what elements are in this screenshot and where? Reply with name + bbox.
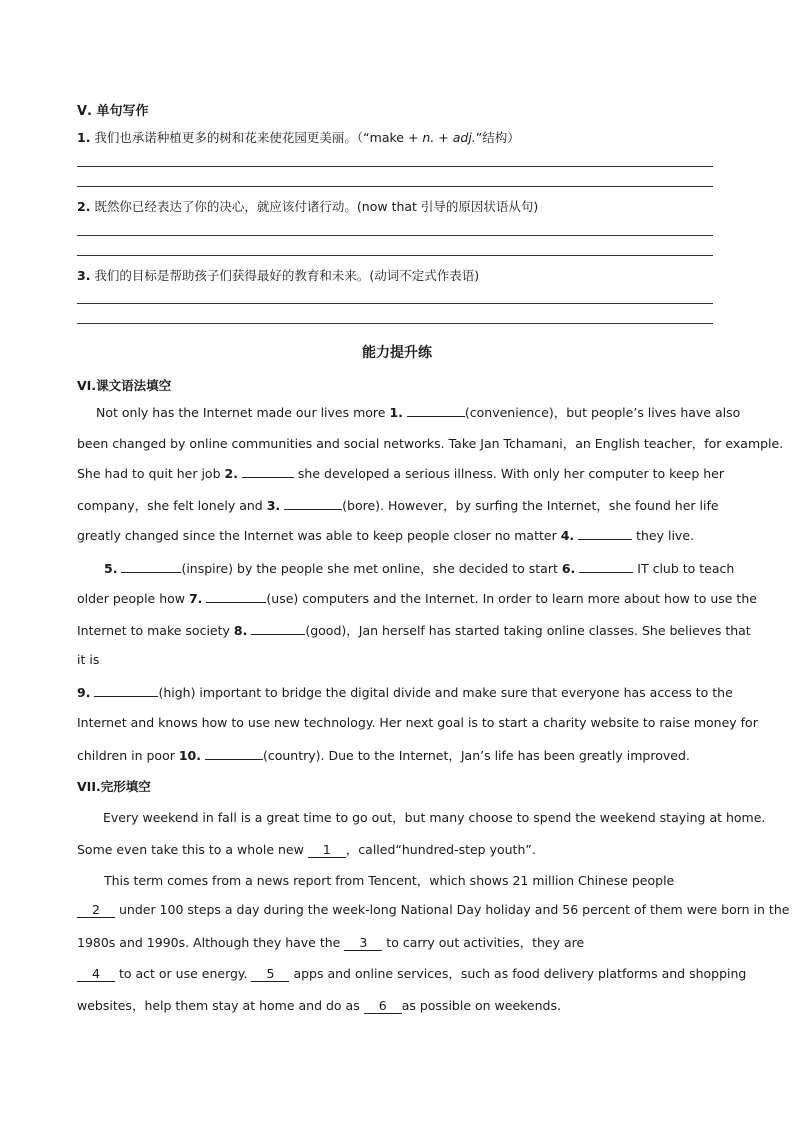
text: as possible on weekends. [401,998,561,1013]
fill-blank[interactable] [407,404,465,417]
blank-number: 10. [178,748,201,763]
text: Internet to make society [77,623,234,638]
question-number: 3. [77,268,91,283]
passage-line: This term comes from a news report from Tencent，which shows 21 million Chinese people [104,873,675,888]
text: to act or use energy. [115,966,252,981]
question-1 [77,128,520,146]
passage-line [77,746,690,764]
section-7-title: VII.完形填空 [77,779,151,794]
text: company，she felt lonely and [77,498,267,513]
question-hint-plus: + [434,130,453,145]
question-number: 2. [77,199,91,214]
text: websites，help them stay at home and do as [77,998,364,1013]
passage-line: been changed by online communities and social networks. Take Jan Tchamani，an English teacher，for example. [77,436,784,451]
text: She had to quit her job [77,466,225,481]
fill-blank[interactable] [251,622,305,635]
text: under 100 steps a day during the week-long National Day holiday and 56 percent of them were born in the [115,902,790,917]
fill-blank[interactable] [205,747,263,760]
passage-line [77,684,733,700]
text: (inspire) by the people she met online，she decided to start [181,561,562,576]
fill-blank[interactable] [121,560,181,573]
fill-blank[interactable] [578,527,632,540]
question-text: 我们的目标是帮助孩子们获得最好的教育和未来。(动词不定式作表语) [90,268,480,283]
text: older people how [77,591,189,606]
passage-line [77,590,757,606]
question-number: 1. [77,130,91,145]
cloze-blank[interactable]: 4 [77,966,115,982]
blank-number: 1. [389,405,403,420]
passage-line: Internet and knows how to use new technology. Her next goal is to start a charity website to raise money for [77,715,758,730]
fill-blank[interactable] [242,465,294,478]
blank-number: 3. [266,498,281,513]
section-6-title: VI.课文语法填空 [77,378,172,393]
text: she developed a serious illness. With only her computer to keep her [293,466,724,481]
passage-line [77,902,789,918]
passage-line [77,996,561,1014]
answer-line[interactable] [77,303,713,304]
text: children in poor [77,748,179,763]
text: apps and online services，such as food delivery platforms and shopping [289,966,747,981]
answer-line[interactable] [77,323,713,324]
text: to carry out activities，they are [382,935,585,950]
text: (high) important to bridge the digital divide and make sure that everyone has access to the [158,685,733,700]
text: Not only has the Internet made our lives more [96,405,390,420]
fill-blank[interactable] [284,497,342,510]
text: they live. [632,528,694,543]
text: (bore). However，by surfing the Internet，she found her life [342,498,719,513]
passage-line [77,527,694,543]
passage-line: Every weekend in fall is a great time to go out，but many choose to spend the weekend staying at home. [103,810,766,825]
text: Some even take this to a whole new [77,842,308,857]
text: greatly changed since the Internet was able to keep people closer no matter [77,528,561,543]
text: (country). Due to the Internet，Jan’s life has been greatly improved. [262,748,690,763]
cloze-blank[interactable]: 5 [251,966,289,982]
question-3 [77,266,479,284]
cloze-blank[interactable]: 2 [77,902,115,918]
question-text: 既然你已经表达了你的决心，就应该付诸行动。(now that 引导的原因状语从句) [90,199,539,214]
text: 1980s and 1990s. Although they have the [77,935,345,950]
fill-blank[interactable] [579,560,633,573]
blank-number: 9. [77,685,91,700]
passage-line [77,964,746,982]
answer-line[interactable] [77,235,713,236]
cloze-blank[interactable]: 3 [344,935,382,951]
blank-number: 4. [560,528,575,543]
question-hint-adj: adj. [452,130,476,145]
passage-line [77,621,751,639]
passage-line: it is [77,652,100,667]
passage-line [77,465,724,481]
fill-blank[interactable] [94,684,158,697]
text: (good)，Jan herself has started taking online classes. She believes that [305,623,751,638]
blank-number: 2. [224,466,238,481]
text: (convenience)，but people’s lives have also [464,405,741,420]
question-2 [77,197,538,215]
question-text: 我们也承诺种植更多的树和花来使花园更美丽。（“make + [90,130,423,145]
blank-number: 5. [104,561,118,576]
answer-line[interactable] [77,255,713,256]
passage-line [77,933,584,951]
cloze-blank[interactable]: 1 [308,842,346,858]
passage-line [104,559,734,577]
section-heading: 能力提升练 [362,345,432,361]
blank-number: 7. [188,591,203,606]
text: ，called“hundred-step youth”. [345,842,536,857]
answer-line[interactable] [77,166,713,167]
question-hint-n: n. [422,130,435,145]
passage-line [77,840,536,858]
text: IT club to teach [633,561,735,576]
answer-line[interactable] [77,186,713,187]
passage-line [96,403,740,421]
blank-number: 8. [233,623,248,638]
blank-number: 6. [561,561,576,576]
cloze-blank[interactable]: 6 [364,998,402,1014]
section-5-title: Ⅴ. 单句写作 [77,104,149,119]
passage-line [77,496,719,514]
text: (use) computers and the Internet. In order to learn more about how to use the [266,591,757,606]
fill-blank[interactable] [206,590,266,603]
question-hint-tail: ”结构） [475,130,520,145]
